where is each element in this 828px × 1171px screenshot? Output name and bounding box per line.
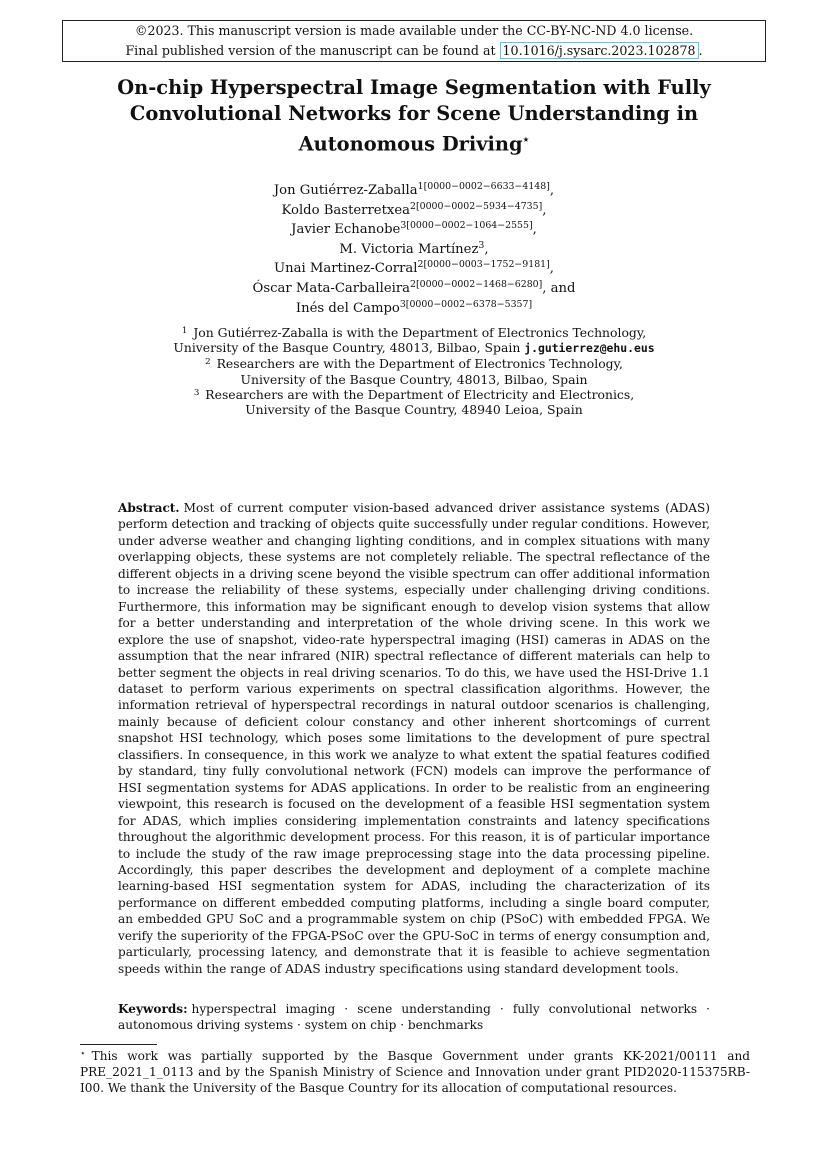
keywords-text: hyperspectral imaging · scene understanding · fully convolutional networks · autonomous driving systems · system on chip · benchmarks [118,1002,710,1033]
affiliation-list [140,325,688,417]
author-5: Unai Martinez-Corral$^{2[0000-0003-1752-9181]}$, [274,259,554,277]
author-2: Koldo Basterretxea$^{2[0000-0002-5934-4735]}$, [281,200,547,218]
abstract-label: Abstract. [118,501,180,515]
author-3: Javier Echanobe$^{3[0000-0002-1064-2555]}$, [291,220,537,238]
author-4: M. Victoria Martínez$^3$, [339,239,489,257]
footnote-marker: ⋆ [80,1049,86,1059]
abstract-text: Most of current computer vision-based advanced driver assistance systems (ADAS) perform detection and tracking of objects quite successfully under regular conditions. However, under adverse weather and changing lighting conditions, and in complex situations with many overlapping objects, these systems are not completely reliable. The spectral reflectance of the different objects in a driving scene beyond the visible spectrum can offer additional information to increase the reliability of these systems, especially under challenging driving conditions. Furthermore, this information may be significant enough to develop vision systems that allow for a better understanding and interpretation of the whole driving scene. In this work we explore the use of snapshot, video-rate hyperspectral imaging (HSI) cameras in ADAS on the assumption that the near infrared (NIR) spectral reflectance of different materials can help to better segment the objects in real driving scenarios. To do this, we have used the HSI-Drive 1.1 dataset to perform various experiments on spectral classification algorithms. However, the information retrieval of hyperspectral recordings in natural outdoor scenarios is challenging, mainly because of deficient colour constancy and other inherent shortcomings of current snapshot HSI technology, which poses some limitations to the development of pure spectral classifiers. In consequence, in this work we analyze to what extent the spatial features codified by standard, tiny fully convolutional network (FCN) models can improve the performance of HSI segmentation systems for ADAS applications. In order to be realistic from an engineering viewpoint, this research is focused on the development of a feasible HSI segmentation system for ADAS, which implies considering implementation constraints and latency specifications throughout the algorithmic development process. For this reason, it is of particular importance to include the study of the raw image preprocessing stage into the data processing pipeline. Accordingly, this paper describes the development and deployment of a complete machine learning-based HSI segmentation system for ADAS, including the characterization of its performance on different embedded computing platforms, including a single board computer, an embedded GPU SoC and a programmable system on chip (PSoC) with embedded FPGA. We verify the superiority of the FPGA-PSoC over the GPU-SoC in terms of energy consumption and, particularly, processing latency, and demonstrate that it is feasible to achieve segmentation speeds within the range of ADAS industry specifications using standard development tools. [118,501,710,976]
license-line-2 [63,41,765,61]
license-line-2-prefix: Final published version of the manuscript can be found at [125,43,500,58]
keywords-label: Keywords: [118,1002,188,1016]
keywords [118,1001,710,1034]
abstract [118,500,710,977]
author-7-orcid[interactable]: 3[0000−0002−6378−5357] [399,298,533,310]
license-notice [62,20,766,62]
affiliation-1-line-2: University of the Basque Country, 48013, Bilbao, Spain j.gutierrez@ehu.eus [173,340,655,356]
author-1: Jon Gutiérrez-Zaballa$^{1[0000-0002-6633-4148]}$, [273,181,555,198]
footnote-text: This work was partially supported by the Basque Government under grants KK-2021/00111 and PRE_2021_1_0113 and by the Spanish Ministry of Science and Innovation under grant PID2020-115375RB-I00. We thank the University of the Basque Country for its allocation of computational resources. [80,1049,750,1096]
title-footnote-marker[interactable]: ⋆ [522,133,530,146]
author-3-orcid[interactable]: 3[0000−0002−1064−2555] [400,220,533,232]
author-6-orcid[interactable]: 2[0000−0002−1468−6280] [410,278,543,290]
license-line-2-suffix: . [698,43,703,58]
affiliation-3-line-1: $^3$ Researchers are with the Department of Electricity and Electronics, [193,386,635,402]
author-7: Inés del Campo$^{3[0000-0002-6378-5357]}$ [295,298,533,316]
author-5-orcid[interactable]: 2[0000−0003−1752−9181] [417,259,550,271]
license-line-1: ©2023. This manuscript version is made available under the CC-BY-NC-ND 4.0 license. [134,23,694,38]
author-email[interactable]: j.gutierrez@ehu.eus [524,341,655,356]
author-2-orcid[interactable]: 2[0000−0002−5934−4735] [409,200,543,212]
author-1-orcid[interactable]: 1[0000−0002−6633−4148] [417,181,550,192]
paper-title-text: On-chip Hyperspectral Image Segmentation with Fully Convolutional Networks for Scene Understanding in Autonomous Driving [117,76,711,156]
author-4-affiliation-mark: 3 [478,239,485,251]
author-6: Óscar Mata-Carballeira$^{2[0000-0002-1468-6280]}$, and [252,278,576,296]
funding-footnote [80,1048,750,1097]
affiliation-2-line-1: $^2$ Researchers are with the Department of Electronics Technology, [205,356,623,372]
paper-title [70,75,758,157]
footnote-divider [80,1044,157,1045]
affiliation-1-line-1: $^1$ Jon Gutiérrez-Zaballa is with the Department of Electronics Technology, [181,325,647,340]
affiliation-3-line-2: University of the Basque Country, 48940 Leioa, Spain [245,402,583,418]
affiliation-2-line-2: University of the Basque Country, 48013, Bilbao, Spain [240,371,588,387]
author-list [150,181,678,318]
doi-link[interactable]: 10.1016/j.sysarc.2023.102878 [500,42,699,59]
